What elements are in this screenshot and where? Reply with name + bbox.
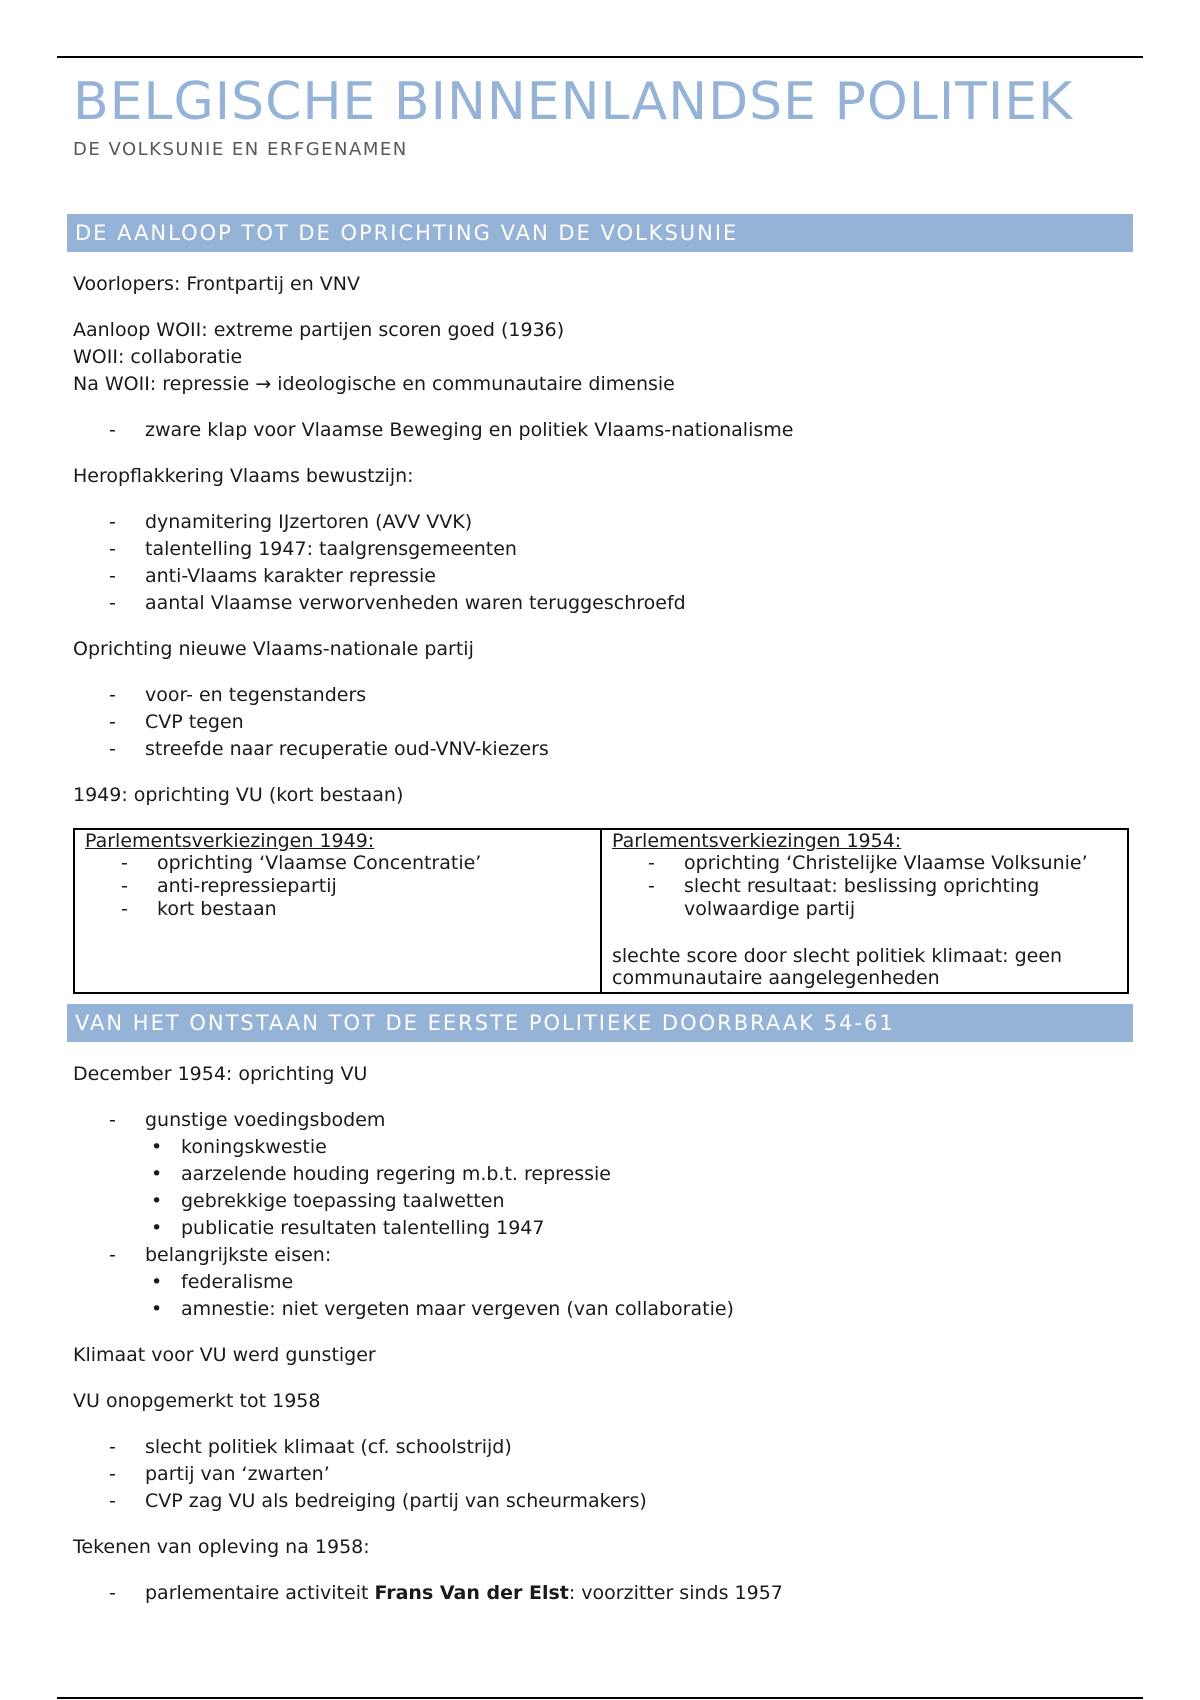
paragraph-heropflakkering: Heropflakkering Vlaams bewustzijn: bbox=[73, 465, 414, 487]
elections-1949-list bbox=[85, 852, 590, 921]
person-name: Frans Van der Elst bbox=[374, 1582, 569, 1604]
list-item: - anti-Vlaams karakter repressie bbox=[73, 563, 1133, 590]
list-item: - anti-repressiepartij bbox=[85, 875, 590, 898]
elections-1954-cell bbox=[601, 829, 1128, 993]
list-oprichting bbox=[73, 682, 1133, 763]
list-item bbox=[73, 1242, 1133, 1323]
paragraph-1949: 1949: oprichting VU (kort bestaan) bbox=[73, 784, 404, 806]
document-page bbox=[73, 66, 1133, 1607]
sublist-item: • aarzelende houding regering m.b.t. repressie bbox=[145, 1161, 1133, 1188]
list-item: - kort bestaan bbox=[85, 898, 590, 921]
elections-1954-list bbox=[612, 852, 1117, 921]
paragraph-onopgemerkt: VU onopgemerkt tot 1958 bbox=[73, 1390, 321, 1412]
list-item: - streefde naar recuperatie oud-VNV-kiezers bbox=[73, 736, 1133, 763]
list-item: - oprichting ‘Vlaamse Concentratie’ bbox=[85, 852, 590, 875]
paragraph-tekenen-opleving: Tekenen van opleving na 1958: bbox=[73, 1536, 370, 1558]
elections-1954-note: slechte score door slecht politiek klimaat: geen communautaire aangelegenheden bbox=[612, 945, 1063, 989]
paragraph-na-woii: Na WOII: repressie → ideologische en communautaire dimensie bbox=[73, 373, 675, 395]
document-title: BELGISCHE BINNENLANDSE POLITIEK bbox=[73, 72, 1074, 132]
paragraph-aanloop-woii: Aanloop WOII: extreme partijen scoren goed (1936) bbox=[73, 319, 565, 341]
list-item: - voor- en tegenstanders bbox=[73, 682, 1133, 709]
list-heropflakkering bbox=[73, 509, 1133, 617]
list-item: - slecht resultaat: beslissing oprichting volwaardige partij bbox=[612, 875, 1117, 921]
paragraph-voorlopers: Voorlopers: Frontpartij en VNV bbox=[73, 273, 360, 295]
list-item bbox=[73, 1107, 1133, 1242]
section-header-ontstaan: VAN HET ONTSTAAN TOT DE EERSTE POLITIEKE DOORBRAAK 54-61 bbox=[67, 1004, 1133, 1042]
list-item: - partij van ‘zwarten’ bbox=[73, 1461, 1133, 1488]
paragraph-december-1954: December 1954: oprichting VU bbox=[73, 1063, 368, 1085]
elections-1954-heading: Parlementsverkiezingen 1954: bbox=[612, 830, 902, 852]
sublist-item: • federalisme bbox=[145, 1269, 1133, 1296]
paragraph-woii: WOII: collaboratie bbox=[73, 346, 243, 368]
paragraph-klimaat: Klimaat voor VU werd gunstiger bbox=[73, 1344, 376, 1366]
sublist-voedingsbodem bbox=[145, 1134, 1133, 1242]
list-gevolgen bbox=[73, 417, 1133, 444]
elections-1949-cell bbox=[74, 829, 601, 993]
list-item: - aantal Vlaamse verworvenheden waren teruggeschroefd bbox=[73, 590, 1133, 617]
list-item: - dynamitering IJzertoren (AVV VVK) bbox=[73, 509, 1133, 536]
sublist-item: • gebrekkige toepassing taalwetten bbox=[145, 1188, 1133, 1215]
list-item: - CVP zag VU als bedreiging (partij van scheurmakers) bbox=[73, 1488, 1133, 1515]
text-pre: parlementaire activiteit bbox=[145, 1582, 375, 1604]
sublist-item: • publicatie resultaten talentelling 1947 bbox=[145, 1215, 1133, 1242]
sublist-eisen bbox=[145, 1269, 1133, 1323]
elections-1949-heading: Parlementsverkiezingen 1949: bbox=[85, 830, 375, 852]
list-item: - slecht politiek klimaat (cf. schoolstrijd) bbox=[73, 1434, 1133, 1461]
list-voedingsbodem bbox=[73, 1107, 1133, 1323]
text-post: : voorzitter sinds 1957 bbox=[568, 1582, 783, 1604]
list-item bbox=[73, 1580, 1133, 1607]
section-header-aanloop: DE AANLOOP TOT DE OPRICHTING VAN DE VOLKSUNIE bbox=[67, 214, 1133, 252]
list-opleving bbox=[73, 1580, 1133, 1607]
list-item: - CVP tegen bbox=[73, 709, 1133, 736]
top-rule bbox=[57, 56, 1143, 58]
list-onopgemerkt bbox=[73, 1434, 1133, 1515]
bottom-rule bbox=[57, 1697, 1143, 1699]
paragraph-oprichting-partij: Oprichting nieuwe Vlaams-nationale partij bbox=[73, 638, 474, 660]
sublist-item: • amnestie: niet vergeten maar vergeven (van collaboratie) bbox=[145, 1296, 1133, 1323]
list-item: - oprichting ‘Christelijke Vlaamse Volksunie’ bbox=[612, 852, 1117, 875]
list-item: - talentelling 1947: taalgrensgemeenten bbox=[73, 536, 1133, 563]
list-item-label: gunstige voedingsbodem bbox=[145, 1109, 386, 1131]
elections-table bbox=[73, 828, 1129, 994]
list-item-label: belangrijkste eisen: bbox=[145, 1244, 332, 1266]
sublist-item: • koningskwestie bbox=[145, 1134, 1133, 1161]
list-item: - zware klap voor Vlaamse Beweging en politiek Vlaams-nationalisme bbox=[73, 417, 1133, 444]
document-subtitle: DE VOLKSUNIE EN ERFGENAMEN bbox=[73, 139, 408, 160]
